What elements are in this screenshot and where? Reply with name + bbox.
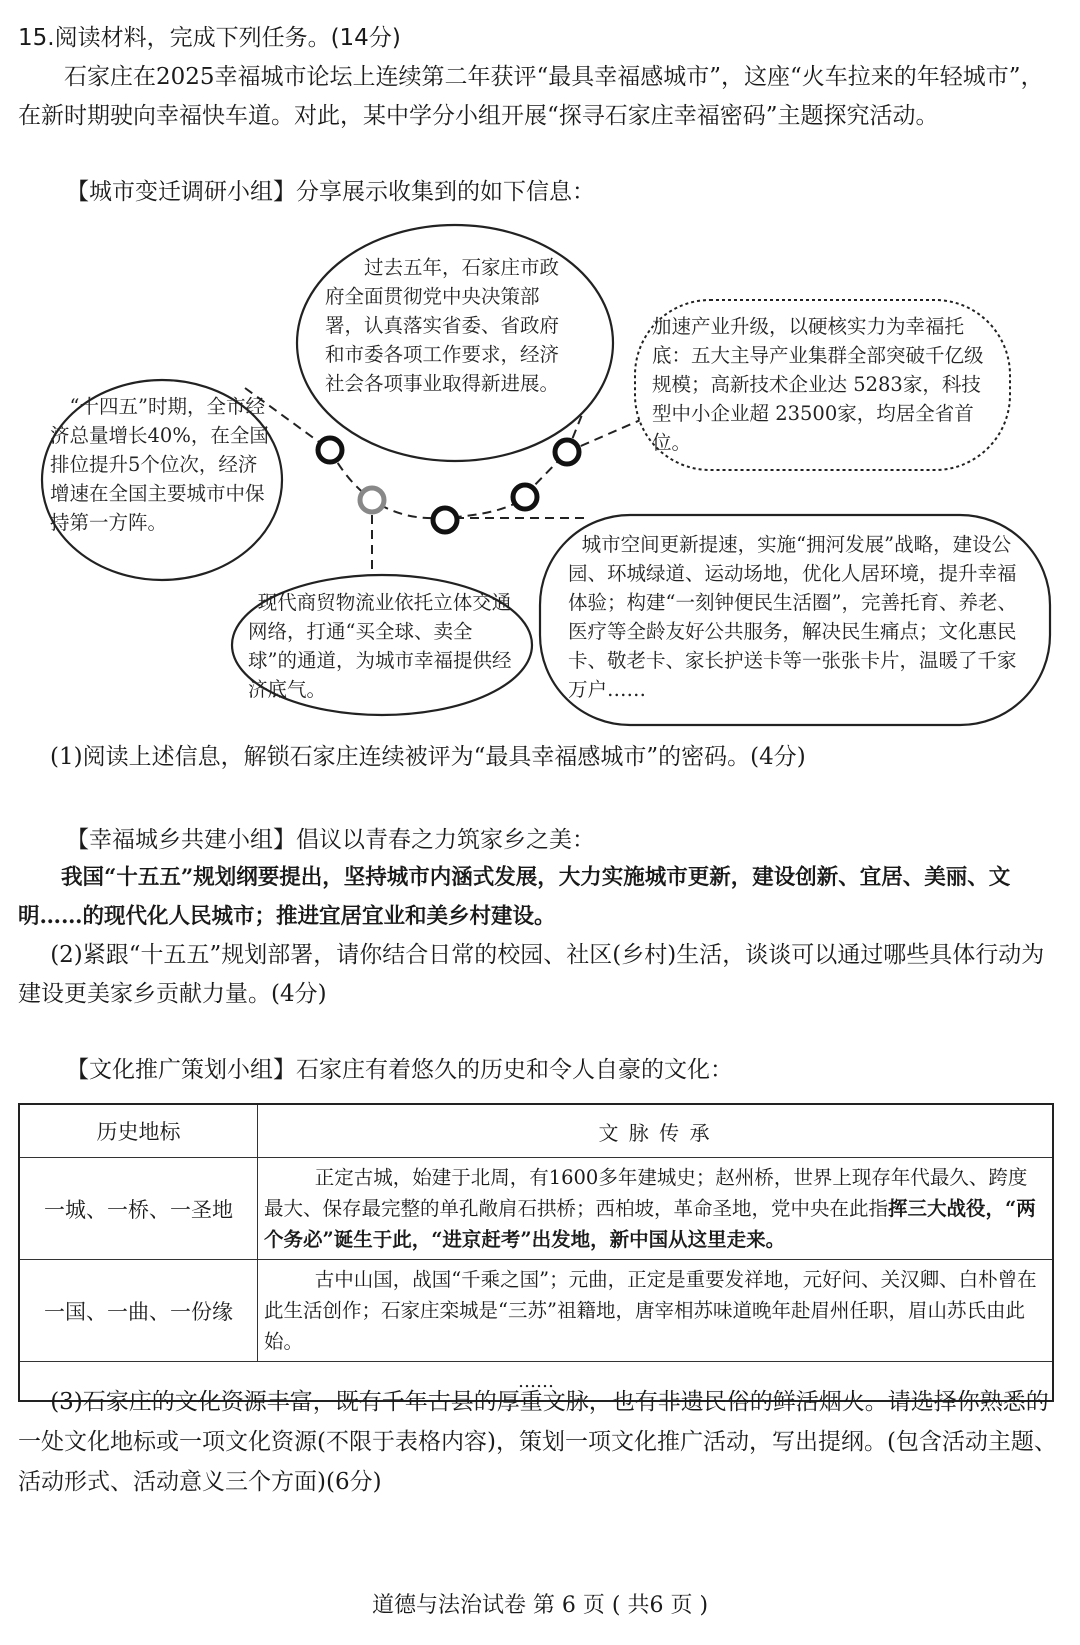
task-1: (1)阅读上述信息，解锁石家庄连续被评为“最具幸福感城市”的密码。(4分) xyxy=(50,744,806,770)
table-header-landmark: 历史地标 xyxy=(19,1104,258,1158)
bubble-top-text: 过去五年，石家庄市政府全面贯彻党中央决策部署，认真落实省委、省政府和市委各项工作要求，经济社会各项事业取得新进展。 xyxy=(325,256,560,395)
table-header-heritage: 文 脉 传 承 xyxy=(258,1104,1054,1158)
task-3: (3)石家庄的文化资源丰富，既有千年古县的厚重文脉，也有非遗民俗的鲜活烟火。请选择你熟悉的一处文化地标或一项文化资源(不限于表格内容)，策划一项文化推广活动，写出提纲。(包含活动主题、活动形式、活动意义三个方面)(6分) xyxy=(18,1389,1057,1495)
city-change-diagram xyxy=(0,0,1080,740)
group2-title: 【幸福城乡共建小组】 xyxy=(66,827,296,853)
node-5 xyxy=(555,440,579,464)
table-cell-heritage xyxy=(258,1158,1054,1260)
culture-table xyxy=(18,1103,1054,1402)
table-row xyxy=(19,1260,1053,1362)
group3-title: 【文化推广策划小组】 xyxy=(66,1057,296,1083)
bubble-bottom-right-text: 城市空间更新提速，实施“拥河发展”战略，建设公园、环城绿道、运动场地，优化人居环境，提升幸福体验；构建“一刻钟便民生活圈”，完善托育、养老、医疗等全龄友好公共服务，解决民生痛点；文化惠民卡、敬老卡、家长护送卡等一张张卡片，温暖了千家万户…… xyxy=(568,533,1017,701)
table-header-row xyxy=(19,1104,1053,1158)
heritage-text-bold: 挥三大战役，“两个务必”诞生于此，“进京赶考”出发地，新中国从这里走来。 xyxy=(264,1197,1036,1251)
table-cell-heritage xyxy=(258,1260,1054,1362)
group1-lead: 分享展示收集到的如下信息： xyxy=(296,179,595,205)
group3-heading xyxy=(66,1050,1046,1090)
table-ellipsis: …… xyxy=(19,1362,1053,1402)
bubble-right-text: 加速产业升级，以硬核实力为幸福托底：五大主导产业集群全部突破千亿级规模；高新技术企业达 5283家，科技型中小企业超 23500家，均居全省首位。 xyxy=(652,315,984,454)
task-2: (2)紧跟“十五五”规划部署，请你结合日常的校园、社区(乡村)生活，谈谈可以通过哪些具体行动为建设更美家乡贡献力量。(4分) xyxy=(18,942,1045,1007)
group1-title: 【城市变迁调研小组】 xyxy=(66,179,296,205)
heritage-text: 正定古城，始建于北周，有1600多年建城史；赵州桥，世界上现存年代最久、跨度最大、保存最完整的单孔敞肩石拱桥；西柏坡，革命圣地，党中央在此指 xyxy=(264,1166,1028,1220)
node-1 xyxy=(318,438,342,462)
node-2 xyxy=(360,488,384,512)
bubble-left-text: “十四五”时期，全市经济总量增长40%，在全国排位提升5个位次，经济增速在全国主要城市中保持第一方阵。 xyxy=(50,395,269,534)
node-4 xyxy=(513,485,537,509)
plan-quote: 我国“十五五”规划纲要提出，坚持城市内涵式发展，大力实施城市更新，建设创新、宜居、美丽、文明……的现代化人民城市；推进宜居宜业和美乡村建设。 xyxy=(18,865,1011,929)
group3-lead: 石家庄有着悠久的历史和令人自豪的文化： xyxy=(296,1057,733,1083)
heritage-text: 古中山国，战国“千乘之国”；元曲，正定是重要发祥地，元好问、关汉卿、白朴曾在此生活创作；石家庄栾城是“三苏”祖籍地，唐宰相苏味道晚年赴眉州任职，眉山苏氏由此始。 xyxy=(264,1268,1037,1353)
table-cell-landmark: 一城、一桥、一圣地 xyxy=(19,1158,258,1260)
bubble-bottom-left-text: 现代商贸物流业依托立体交通网络，打通“买全球、卖全球”的通道，为城市幸福提供经济底气。 xyxy=(248,591,512,701)
node-3 xyxy=(433,508,457,532)
group2-heading xyxy=(66,820,1046,860)
page-footer: 道德与法治试卷 第 6 页 ( 共6 页 ) xyxy=(371,1593,709,1618)
group2-lead: 倡议以青春之力筑家乡之美： xyxy=(296,827,595,853)
table-cell-landmark: 一国、一曲、一份缘 xyxy=(19,1260,258,1362)
intro-paragraph: 石家庄在2025幸福城市论坛上连续第二年获评“最具幸福感城市”，这座“火车拉来的年轻城市”，在新时期驶向幸福快车道。对此，某中学分小组开展“探寻石家庄幸福密码”主题探究活动。 xyxy=(18,64,1044,129)
table-row xyxy=(19,1158,1053,1260)
question-heading: 15.阅读材料，完成下列任务。(14分) xyxy=(18,25,401,51)
